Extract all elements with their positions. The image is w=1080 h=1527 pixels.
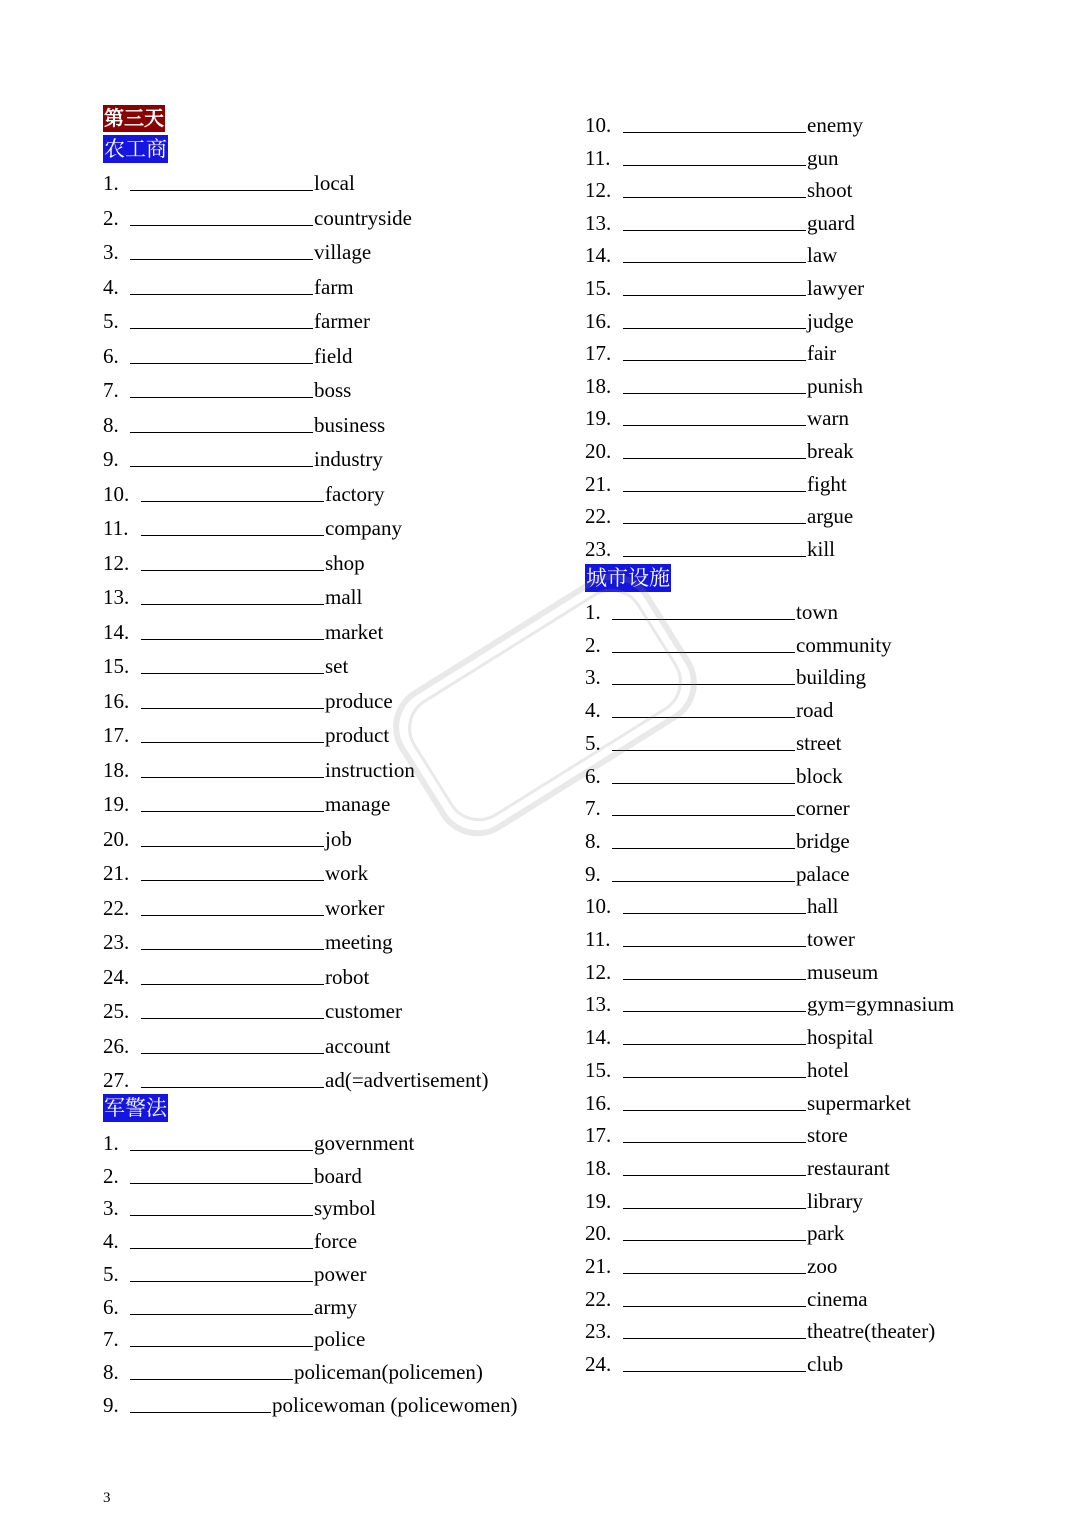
vocab-word: argue xyxy=(807,504,854,529)
answer-blank[interactable] xyxy=(623,1088,806,1111)
answer-blank[interactable] xyxy=(623,1055,806,1078)
item-number: 23. xyxy=(585,536,612,561)
vocab-word: farm xyxy=(314,274,354,299)
item-number: 23. xyxy=(103,930,130,954)
section-heading: 城市设施 xyxy=(586,566,670,590)
item-number: 21. xyxy=(585,471,612,496)
item-number: 2. xyxy=(585,632,601,657)
answer-blank[interactable] xyxy=(623,240,806,263)
item-number: 10. xyxy=(585,113,612,137)
answer-blank[interactable] xyxy=(623,534,806,557)
vocab-word: symbol xyxy=(314,1196,376,1221)
answer-blank[interactable] xyxy=(141,893,324,916)
vocab-word: product xyxy=(325,723,390,747)
vocab-word: enemy xyxy=(807,113,863,137)
item-number: 17. xyxy=(103,723,130,747)
vocab-word: restaurant xyxy=(807,1155,890,1180)
vocab-word: countryside xyxy=(314,205,412,230)
answer-blank[interactable] xyxy=(623,501,806,524)
answer-blank[interactable] xyxy=(612,630,795,653)
item-number: 21. xyxy=(585,1254,612,1278)
vocab-word: army xyxy=(314,1294,358,1319)
answer-blank[interactable] xyxy=(623,306,806,329)
item-number: 1. xyxy=(103,1131,119,1155)
item-number: 15. xyxy=(585,276,612,300)
vocab-word: palace xyxy=(796,861,850,886)
answer-blank[interactable] xyxy=(141,582,324,605)
vocab-word: club xyxy=(807,1352,844,1377)
item-number: 7. xyxy=(103,1327,119,1352)
answer-blank[interactable] xyxy=(612,728,795,751)
answer-blank[interactable] xyxy=(130,1390,271,1413)
answer-blank[interactable] xyxy=(623,1284,806,1307)
vocab-word: gym=gymnasium xyxy=(807,992,955,1017)
answer-blank[interactable] xyxy=(141,962,324,985)
answer-blank[interactable] xyxy=(623,891,806,914)
section-heading: 军警法 xyxy=(104,1096,167,1120)
answer-blank[interactable] xyxy=(623,957,806,980)
vocab-word: force xyxy=(314,1229,358,1254)
item-number: 7. xyxy=(103,378,119,402)
answer-blank[interactable] xyxy=(141,686,324,709)
item-number: 12. xyxy=(103,550,130,575)
item-number: 27. xyxy=(103,1068,130,1092)
vocab-word: power xyxy=(314,1261,367,1286)
answer-blank[interactable] xyxy=(141,617,324,640)
vocab-word: board xyxy=(314,1163,362,1188)
answer-blank[interactable] xyxy=(623,143,806,166)
answer-blank[interactable] xyxy=(612,761,795,784)
item-number: 5. xyxy=(103,1261,119,1286)
answer-blank[interactable] xyxy=(623,1218,806,1241)
vocab-word: local xyxy=(314,171,355,195)
item-number: 20. xyxy=(103,826,130,851)
item-number: 16. xyxy=(585,1090,612,1115)
answer-blank[interactable] xyxy=(612,826,795,849)
vocab-word: block xyxy=(796,763,843,788)
item-number: 12. xyxy=(585,959,612,984)
item-number: 13. xyxy=(103,585,130,609)
answer-blank[interactable] xyxy=(623,1153,806,1176)
item-number: 1. xyxy=(585,600,601,624)
answer-blank[interactable] xyxy=(130,203,313,226)
vocab-word: policeman(policemen) xyxy=(294,1359,483,1384)
item-number: 17. xyxy=(585,341,612,366)
item-number: 24. xyxy=(585,1352,612,1377)
item-number: 22. xyxy=(103,895,130,920)
item-number: 19. xyxy=(103,792,130,816)
answer-blank[interactable] xyxy=(623,436,806,459)
vocab-word: warn xyxy=(807,406,849,431)
answer-blank[interactable] xyxy=(141,651,324,674)
vocab-word: hall xyxy=(807,894,839,919)
answer-blank[interactable] xyxy=(141,789,324,812)
answer-blank[interactable] xyxy=(623,469,806,492)
answer-blank[interactable] xyxy=(623,110,806,133)
item-number: 14. xyxy=(103,619,130,644)
item-number: 15. xyxy=(103,654,130,678)
item-number: 3. xyxy=(103,1196,119,1221)
vocab-word: law xyxy=(807,243,838,268)
answer-blank[interactable] xyxy=(623,1251,806,1274)
item-number: 6. xyxy=(103,343,119,368)
vocab-word: mall xyxy=(325,585,363,609)
item-number: 21. xyxy=(103,861,130,885)
page-number: 3 xyxy=(103,1490,111,1506)
vocab-word: town xyxy=(796,600,838,624)
item-number: 20. xyxy=(585,1221,612,1246)
vocab-word: corner xyxy=(796,796,850,821)
vocab-word: field xyxy=(314,343,353,368)
vocab-word: zoo xyxy=(807,1254,838,1278)
answer-blank[interactable] xyxy=(130,410,313,433)
item-number: 9. xyxy=(585,861,601,886)
answer-blank[interactable] xyxy=(623,273,806,296)
answer-blank[interactable] xyxy=(623,1022,806,1045)
item-number: 7. xyxy=(585,796,601,821)
item-number: 14. xyxy=(585,243,612,268)
item-number: 14. xyxy=(585,1025,612,1050)
answer-blank[interactable] xyxy=(141,824,324,847)
vocab-word: punish xyxy=(807,373,864,398)
answer-blank[interactable] xyxy=(623,403,806,426)
vocab-word: worker xyxy=(325,895,385,920)
vocab-word: tower xyxy=(807,927,855,951)
vocab-word: policewoman (policewomen) xyxy=(272,1392,518,1417)
vocab-word: lawyer xyxy=(807,276,865,300)
item-number: 8. xyxy=(103,412,119,437)
vocab-word: store xyxy=(807,1123,848,1148)
answer-blank[interactable] xyxy=(141,858,324,881)
answer-blank[interactable] xyxy=(612,695,795,718)
item-number: 19. xyxy=(585,406,612,431)
item-number: 13. xyxy=(585,210,612,235)
vocab-word: boss xyxy=(314,378,352,402)
answer-blank[interactable] xyxy=(141,1031,324,1054)
vocab-word: market xyxy=(325,619,384,644)
item-number: 19. xyxy=(585,1188,612,1213)
vocab-word: street xyxy=(796,730,842,755)
item-number: 3. xyxy=(103,240,119,264)
vocab-word: supermarket xyxy=(807,1090,911,1115)
answer-blank[interactable] xyxy=(612,597,795,620)
item-number: 9. xyxy=(103,447,119,471)
vocab-word: police xyxy=(314,1327,366,1352)
vocab-word: shop xyxy=(325,550,365,575)
item-number: 11. xyxy=(103,516,129,540)
vocab-word: museum xyxy=(807,959,879,984)
item-number: 10. xyxy=(585,894,612,919)
vocab-word: manage xyxy=(325,792,391,816)
item-number: 18. xyxy=(585,1155,612,1180)
answer-blank[interactable] xyxy=(130,272,313,295)
answer-blank[interactable] xyxy=(141,479,324,502)
item-number: 17. xyxy=(585,1123,612,1148)
answer-blank[interactable] xyxy=(130,168,313,191)
answer-blank[interactable] xyxy=(623,924,806,947)
answer-blank[interactable] xyxy=(130,375,313,398)
item-number: 3. xyxy=(585,665,601,690)
item-number: 5. xyxy=(103,309,119,333)
answer-blank[interactable] xyxy=(623,1316,806,1339)
answer-blank[interactable] xyxy=(141,513,324,536)
answer-blank[interactable] xyxy=(623,1120,806,1143)
item-number: 4. xyxy=(585,698,601,723)
answer-blank[interactable] xyxy=(130,237,313,260)
vocab-word: bridge xyxy=(796,828,850,853)
answer-blank[interactable] xyxy=(623,1186,806,1209)
vocab-word: job xyxy=(325,826,352,851)
answer-blank[interactable] xyxy=(130,1259,313,1282)
answer-blank[interactable] xyxy=(612,793,795,816)
vocab-word: customer xyxy=(325,999,402,1023)
vocab-word: cinema xyxy=(807,1286,868,1311)
item-number: 5. xyxy=(585,730,601,755)
vocab-word: meeting xyxy=(325,930,393,954)
item-number: 16. xyxy=(103,688,130,713)
answer-blank[interactable] xyxy=(130,1128,313,1151)
answer-blank[interactable] xyxy=(130,1324,313,1347)
item-number: 10. xyxy=(103,481,130,506)
item-number: 26. xyxy=(103,1033,130,1058)
item-number: 12. xyxy=(585,178,612,203)
item-number: 11. xyxy=(585,927,611,951)
vocab-word: community xyxy=(796,632,892,657)
vocab-word: produce xyxy=(325,688,393,713)
answer-blank[interactable] xyxy=(130,1357,293,1380)
vocab-word: account xyxy=(325,1033,391,1058)
answer-blank[interactable] xyxy=(623,208,806,231)
vocab-word: fight xyxy=(807,471,847,496)
vocab-word: park xyxy=(807,1221,845,1246)
item-number: 4. xyxy=(103,1229,119,1254)
item-number: 8. xyxy=(585,828,601,853)
item-number: 8. xyxy=(103,1359,119,1384)
vocab-word: theatre(theater) xyxy=(807,1319,936,1344)
answer-blank[interactable] xyxy=(623,1349,806,1372)
item-number: 2. xyxy=(103,1163,119,1188)
answer-blank[interactable] xyxy=(130,1292,313,1315)
item-number: 6. xyxy=(585,763,601,788)
vocab-word: guard xyxy=(807,210,855,235)
answer-blank[interactable] xyxy=(130,444,313,467)
item-number: 22. xyxy=(585,1286,612,1311)
answer-blank[interactable] xyxy=(141,1065,324,1088)
vocab-word: robot xyxy=(325,964,370,989)
vocab-word: kill xyxy=(807,536,836,561)
answer-blank[interactable] xyxy=(130,306,313,329)
section-heading: 农工商 xyxy=(104,137,167,161)
item-number: 9. xyxy=(103,1392,119,1417)
item-number: 25. xyxy=(103,999,130,1023)
vocab-word: hotel xyxy=(807,1057,849,1082)
vocab-word: business xyxy=(314,412,386,437)
answer-blank[interactable] xyxy=(141,548,324,571)
item-number: 1. xyxy=(103,171,119,195)
answer-blank[interactable] xyxy=(130,341,313,364)
answer-blank[interactable] xyxy=(623,175,806,198)
vocab-word: road xyxy=(796,698,834,723)
answer-blank[interactable] xyxy=(623,371,806,394)
answer-blank[interactable] xyxy=(612,662,795,685)
item-number: 18. xyxy=(585,373,612,398)
item-number: 23. xyxy=(585,1319,612,1344)
vocab-word: judge xyxy=(807,308,854,333)
vocab-word: company xyxy=(325,516,402,540)
vocab-word: village xyxy=(314,240,372,264)
item-number: 15. xyxy=(585,1057,612,1082)
item-number: 24. xyxy=(103,964,130,989)
vocab-word: break xyxy=(807,439,854,463)
vocab-word: ad(=advertisement) xyxy=(325,1068,489,1092)
item-number: 13. xyxy=(585,992,612,1017)
item-number: 20. xyxy=(585,439,612,463)
answer-blank[interactable] xyxy=(130,1193,313,1216)
vocab-word: set xyxy=(325,654,349,678)
vocab-word: government xyxy=(314,1131,415,1155)
answer-blank[interactable] xyxy=(141,996,324,1019)
answer-blank[interactable] xyxy=(623,338,806,361)
answer-blank[interactable] xyxy=(623,989,806,1012)
vocab-word: industry xyxy=(314,447,383,471)
item-number: 22. xyxy=(585,504,612,529)
item-number: 16. xyxy=(585,308,612,333)
answer-blank[interactable] xyxy=(612,859,795,882)
answer-blank[interactable] xyxy=(141,720,324,743)
vocab-word: shoot xyxy=(807,178,853,203)
answer-blank[interactable] xyxy=(141,927,324,950)
vocab-word: fair xyxy=(807,341,837,366)
answer-blank[interactable] xyxy=(141,755,324,778)
item-number: 6. xyxy=(103,1294,119,1319)
vocab-word: work xyxy=(325,861,369,885)
item-number: 2. xyxy=(103,205,119,230)
vocab-word: hospital xyxy=(807,1025,874,1050)
vocab-word: library xyxy=(807,1188,863,1213)
vocab-word: gun xyxy=(807,145,839,170)
vocab-word: factory xyxy=(325,481,385,506)
answer-blank[interactable] xyxy=(130,1161,313,1184)
vocab-word: farmer xyxy=(314,309,370,333)
item-number: 18. xyxy=(103,757,130,782)
answer-blank[interactable] xyxy=(130,1226,313,1249)
day-title: 第三天 xyxy=(104,106,164,130)
item-number: 4. xyxy=(103,274,119,299)
vocab-word: building xyxy=(796,665,867,690)
vocab-word: instruction xyxy=(325,757,415,782)
item-number: 11. xyxy=(585,145,611,170)
